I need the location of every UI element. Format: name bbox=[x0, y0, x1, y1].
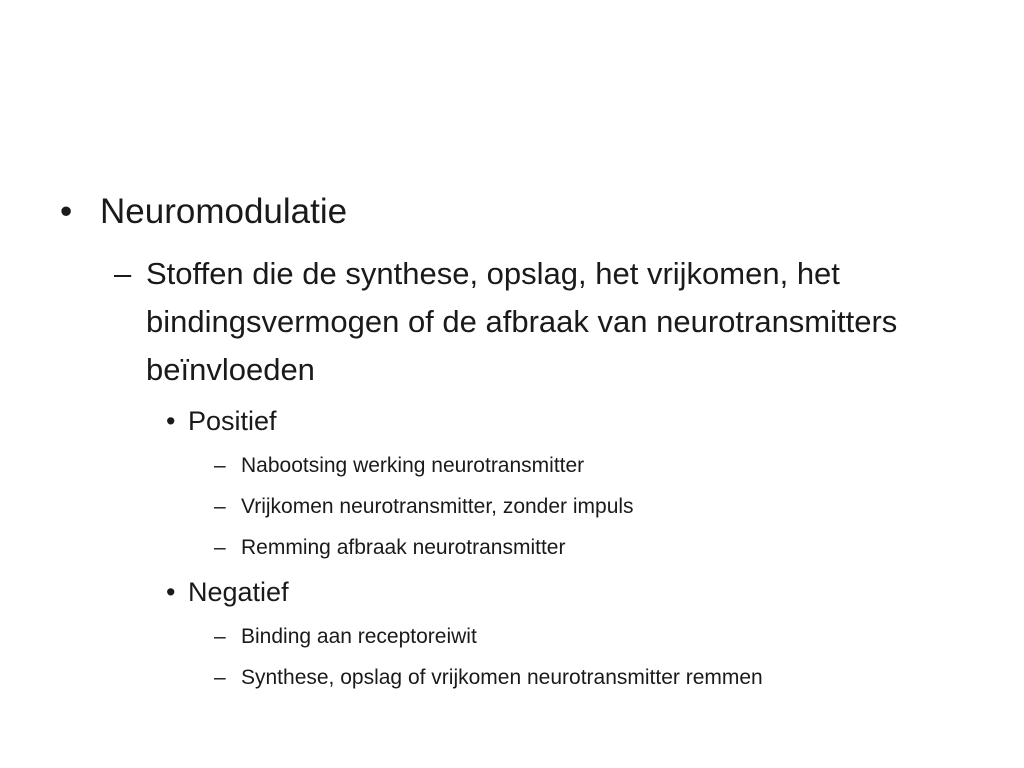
list-item bbox=[214, 664, 763, 692]
bullet-neuromodulatie bbox=[60, 190, 347, 234]
list-item-text: Nabootsing werking neurotransmitter bbox=[241, 454, 585, 477]
dash-marker: – bbox=[214, 536, 226, 559]
list-item-text: Synthese, opslag of vrijkomen neurotransmitter remmen bbox=[241, 666, 763, 689]
sub-bullet-definition bbox=[114, 250, 976, 394]
list-item bbox=[214, 534, 565, 562]
dash-marker: – bbox=[214, 625, 226, 648]
bullet-marker: • bbox=[60, 192, 73, 231]
dash-marker: – bbox=[214, 495, 226, 518]
bullet-text: Negatief bbox=[188, 577, 289, 607]
bullet-marker: • bbox=[166, 577, 176, 607]
dash-marker: – bbox=[214, 454, 226, 477]
list-item-text: Binding aan receptoreiwit bbox=[241, 625, 477, 648]
bullet-text: Positief bbox=[188, 406, 277, 436]
list-item bbox=[214, 452, 584, 480]
bullet-negatief bbox=[166, 575, 289, 609]
dash-marker: – bbox=[114, 256, 132, 291]
list-item bbox=[214, 623, 477, 651]
list-item-text: Remming afbraak neurotransmitter bbox=[241, 536, 566, 559]
sub-bullet-text: Stoffen die de synthese, opslag, het vrijkomen, het bindingsvermogen of de afbraak van neurotransmitters beïnvloeden bbox=[146, 256, 898, 387]
list-item-text: Vrijkomen neurotransmitter, zonder impuls bbox=[241, 495, 634, 518]
bullet-text: Neuromodulatie bbox=[100, 192, 348, 231]
list-item bbox=[214, 493, 634, 521]
dash-marker: – bbox=[214, 666, 226, 689]
bullet-positief bbox=[166, 404, 277, 438]
bullet-marker: • bbox=[166, 406, 176, 436]
